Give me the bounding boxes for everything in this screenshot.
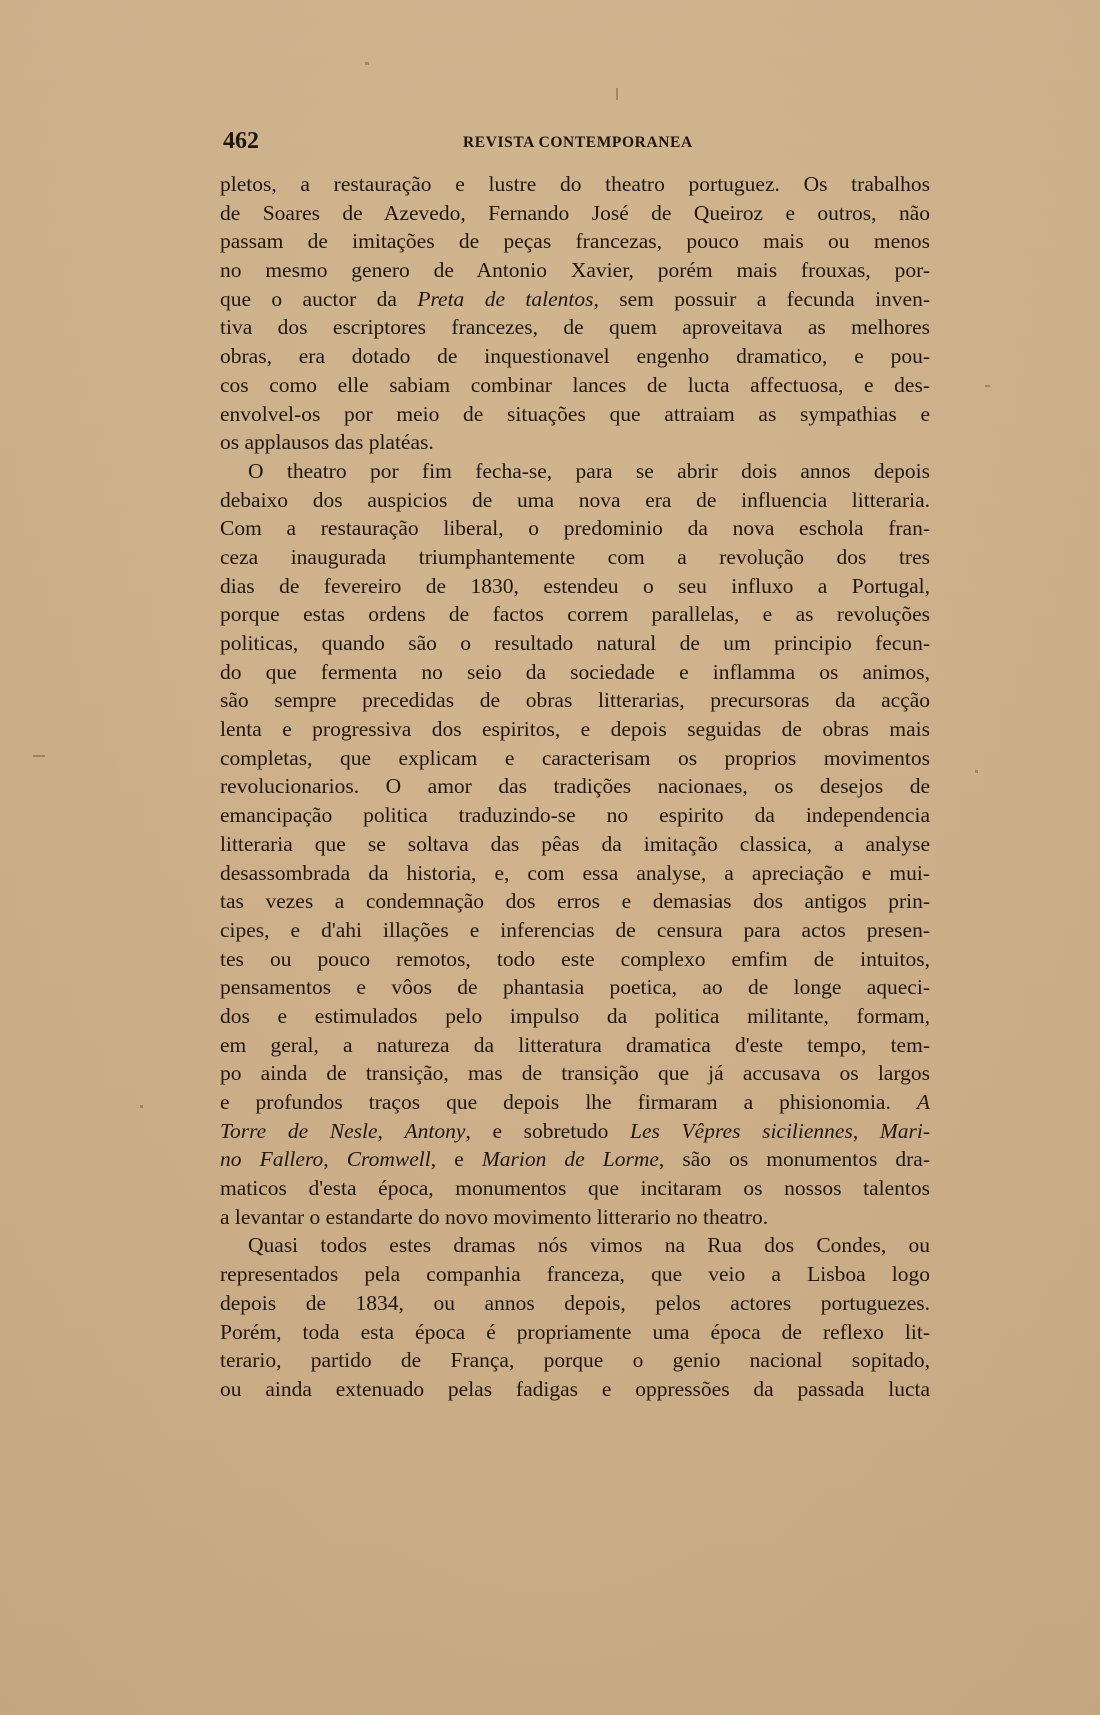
text-line: pensamentos e vôos de phantasia poetica, ao de longe aqueci- (220, 975, 930, 1000)
text-line: revolucionarios. O amor das tradições nacionaes, os desejos de (220, 774, 930, 799)
paper-speck (975, 770, 978, 773)
text-line: terario, partido de França, porque o genio nacional sopitado, (220, 1348, 930, 1373)
text-line: cos como elle sabiam combinar lances de lucta affectuosa, e des- (220, 372, 930, 397)
running-title: REVISTA CONTEMPORANEA (463, 134, 693, 151)
page-number: 462 (223, 128, 259, 154)
text-line: O theatro por fim fecha-se, para se abrir dois annos depois (248, 458, 930, 483)
text-line: emancipação politica traduzindo-se no espirito da independencia (220, 803, 930, 828)
text-line: tes ou pouco remotos, todo este complexo emfim de intuitos, (220, 946, 930, 971)
text-line: de Soares de Azevedo, Fernando José de Queiroz e outros, não (220, 200, 930, 225)
text-line: litteraria que se soltava das pêas da imitação classica, a analyse (220, 831, 930, 856)
text-line: do que fermenta no seio da sociedade e inflamma os animos, (220, 659, 930, 684)
text-line: porque estas ordens de factos correm parallelas, e as revoluções (220, 602, 930, 627)
paper-speck (365, 62, 369, 65)
paper-speck (33, 755, 45, 757)
paper-speck (985, 385, 990, 387)
text-line: depois de 1834, ou annos depois, pelos actores portuguezes. (220, 1290, 930, 1315)
text-line: envolvel-os por meio de situações que attraiam as sympathias e (220, 401, 930, 426)
text-line: tas vezes a condemnação dos erros e demasias dos antigos prin- (220, 889, 930, 914)
text-line: maticos d'esta época, monumentos que incitaram os nossos talentos (220, 1176, 930, 1201)
text-line: lenta e progressiva dos espiritos, e depois seguidas de obras mais (220, 717, 930, 742)
text-line: tiva dos escriptores francezes, de quem aproveitava as melhores (220, 315, 930, 340)
text-line: são sempre precedidas de obras litterarias, precursoras da acção (220, 688, 930, 713)
text-line: representados pela companhia franceza, que veio a Lisboa logo (220, 1262, 930, 1287)
text-line: e profundos traços que depois lhe firmaram a phisionomia. A (220, 1090, 930, 1114)
paper-speck (616, 88, 618, 100)
text-line: Com a restauração liberal, o predominio da nova eschola fran- (220, 516, 930, 541)
text-line: Quasi todos estes dramas nós vimos na Rua dos Condes, ou (248, 1233, 930, 1258)
text-line: no mesmo genero de Antonio Xavier, porém mais frouxas, por- (220, 258, 930, 283)
text-line: completas, que explicam e caracterisam os proprios movimentos (220, 745, 930, 770)
text-line: ceza inaugurada triumphantemente com a revolução dos tres (220, 544, 930, 569)
text-line: obras, era dotado de inquestionavel engenho dramatico, e pou- (220, 344, 930, 369)
text-line: politicas, quando são o resultado natural de um principio fecun- (220, 631, 930, 655)
text-line: em geral, a natureza da litteratura dramatica d'este tempo, tem- (220, 1032, 930, 1057)
text-line: dias de fevereiro de 1830, estendeu o seu influxo a Portugal, (220, 573, 930, 598)
text-line: que o auctor da Preta de talentos, sem possuir a fecunda inven- (220, 286, 930, 311)
text-line: os applausos das platéas. (220, 430, 434, 455)
text-line: ou ainda extenuado pelas fadigas e oppressões da passada lucta (220, 1376, 930, 1401)
text-line: desassombrada da historia, e, com essa analyse, a apreciação e mui- (220, 860, 930, 885)
text-line: dos e estimulados pelo impulso da politica militante, formam, (220, 1003, 930, 1028)
text-line: Porém, toda esta época é propriamente uma época de reflexo lit- (220, 1319, 930, 1344)
text-line: Torre de Nesle, Antony, e sobretudo Les Vêpres siciliennes, Mari- (220, 1118, 931, 1143)
text-line: passam de imitações de peças francezas, pouco mais ou menos (220, 229, 930, 254)
paper-speck (140, 1105, 143, 1108)
text-line: pletos, a restauração e lustre do theatro portuguez. Os trabalhos (220, 172, 930, 196)
text-line: a levantar o estandarte do novo movimento litterario no theatro. (220, 1204, 769, 1229)
text-line: debaixo dos auspicios de uma nova era de influencia litteraria. (220, 487, 930, 512)
text-line: no Fallero, Cromwell, e Marion de Lorme, são os monumentos dra- (220, 1147, 931, 1172)
text-line: cipes, e d'ahi illações e inferencias de censura para actos presen- (220, 917, 930, 942)
text-line: po ainda de transição, mas de transição que já accusava os largos (220, 1061, 930, 1086)
body-text (220, 170, 930, 1404)
page-header (223, 128, 930, 158)
